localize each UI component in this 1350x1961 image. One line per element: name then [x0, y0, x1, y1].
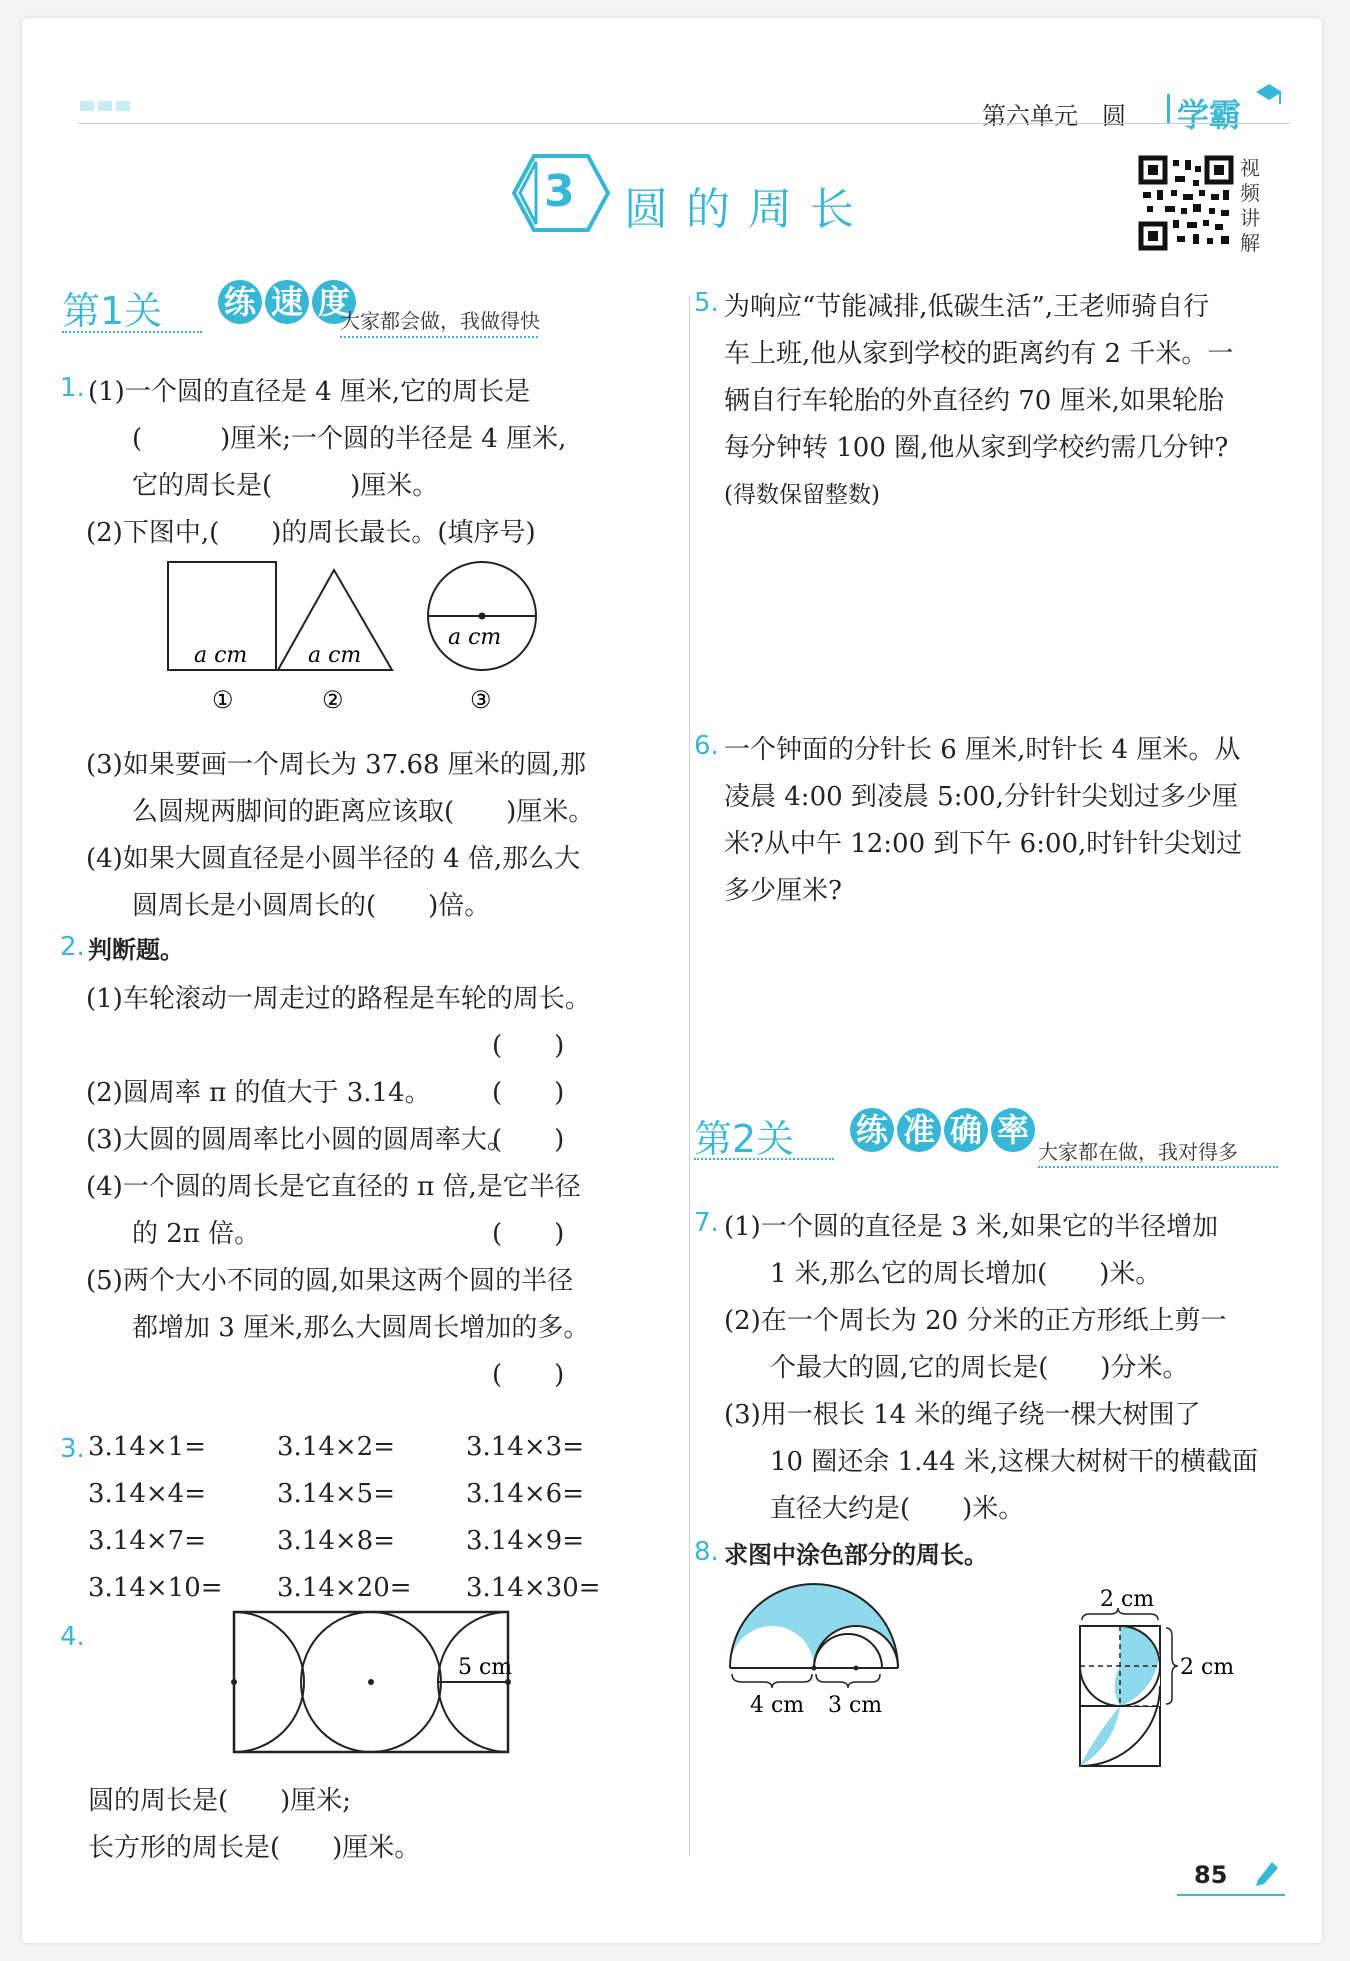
q4-answer2: 长方形的周长是( )厘米。 — [88, 1833, 421, 1863]
q1-part3-line2: 么圆规两脚间的距离应该取( )厘米。 — [132, 797, 595, 827]
fig-label: a cm — [448, 625, 502, 650]
q3-cell: 3.14×1= — [88, 1432, 207, 1462]
graduation-cap-icon — [1254, 80, 1284, 110]
fig-label: 4 cm — [750, 1693, 805, 1718]
question-number: 1. — [60, 373, 85, 403]
q8-square-arc-figure — [1066, 1587, 1235, 1778]
q1-part4-line2: 圆周长是小圆周长的( )倍。 — [132, 891, 491, 921]
badge-char: 准 — [897, 1108, 941, 1152]
lesson-number: 3 — [544, 166, 575, 217]
q2-item3: (3)大圆的圆周率比小圆的圆周率大。 — [86, 1125, 513, 1155]
q7-part3-line2: 10 圈还余 1.44 米,这棵大树树干的横截面 — [770, 1447, 1259, 1477]
q5-line3: 辆自行车轮胎的外直径约 70 厘米,如果轮胎 — [724, 386, 1224, 416]
workbook-page — [22, 18, 1322, 1943]
fig-number: ② — [322, 686, 344, 714]
q6-line1: 一个钟面的分针长 6 厘米,时针长 4 厘米。从 — [724, 735, 1241, 765]
section2-dotline — [694, 1158, 834, 1160]
question-number: 4. — [60, 1622, 85, 1652]
section2-header — [694, 1108, 794, 1163]
answer-paren[interactable]: ( ) — [492, 1360, 565, 1390]
page-number: 85 — [1194, 1861, 1228, 1889]
q2-item1: (1)车轮滚动一周走过的路程是车轮的周长。 — [86, 984, 591, 1014]
q5-line1: 为响应“节能减排,低碳生活”,王老师骑自行 — [724, 292, 1210, 322]
fig-label: a cm — [194, 643, 248, 668]
q2-item2: (2)圆周率 π 的值大于 3.14。 — [86, 1078, 431, 1108]
q4-answer1: 圆的周长是( )厘米; — [88, 1786, 352, 1816]
q3-cell: 3.14×7= — [88, 1526, 207, 1556]
brand-logo: 学霸 — [1177, 96, 1242, 134]
q1-part3-line1: (3)如果要画一个周长为 37.68 厘米的圆,那 — [86, 750, 587, 780]
qr-caption: 视频讲解 — [1240, 156, 1260, 255]
lesson-title: 圆的周长 — [624, 184, 872, 235]
question-number: 8. — [694, 1537, 719, 1567]
q2-title: 判断题。 — [88, 936, 184, 964]
answer-paren[interactable]: ( ) — [492, 1125, 565, 1155]
section2-dotline — [1038, 1166, 1278, 1168]
q2-item4-line1: (4)一个圆的周长是它直径的 π 倍,是它半径 — [86, 1172, 581, 1202]
pencil-icon — [1252, 1856, 1282, 1886]
q7-part3-line1: (3)用一根长 14 米的绳子绕一棵大树围了 — [724, 1400, 1201, 1430]
q1-part2: (2)下图中,( )的周长最长。(填序号) — [86, 518, 536, 548]
q6-line3: 米?从中午 12:00 到下午 6:00,时针针尖划过 — [724, 829, 1243, 859]
q2-item4-line2: 的 2π 倍。 — [132, 1219, 261, 1249]
qr-code-icon[interactable] — [1137, 154, 1235, 252]
q3-cell: 3.14×5= — [277, 1479, 396, 1509]
q8-semicircles-figure — [712, 1588, 952, 1718]
fig-number: ① — [212, 686, 234, 714]
answer-paren[interactable]: ( ) — [492, 1219, 565, 1249]
unit-label: 第六单元 圆 — [982, 102, 1126, 130]
answer-paren[interactable]: ( ) — [492, 1078, 565, 1108]
q2-item5-line1: (5)两个大小不同的圆,如果这两个圆的半径 — [86, 1266, 574, 1296]
footer-rule — [1177, 1894, 1285, 1896]
question-number: 5. — [694, 288, 719, 318]
q1-part1-line1: (1)一个圆的直径是 4 厘米,它的周长是 — [88, 377, 531, 407]
badge-char: 度 — [312, 280, 356, 324]
column-divider — [689, 296, 690, 1856]
q3-cell: 3.14×3= — [466, 1432, 585, 1462]
section1-dotline — [340, 336, 538, 338]
question-number: 2. — [60, 932, 85, 962]
q4-circles-rectangle-figure — [230, 1608, 512, 1758]
section1-badges — [218, 280, 359, 324]
badge-char: 速 — [265, 280, 309, 324]
badge-char: 练 — [850, 1108, 894, 1152]
header-rule — [78, 123, 1290, 124]
q7-part2-line2: 个最大的圆,它的周长是( )分米。 — [770, 1353, 1189, 1383]
question-number: 6. — [694, 731, 719, 761]
badge-char: 确 — [944, 1108, 988, 1152]
q5-line2: 车上班,他从家到学校的距离约有 2 千米。一 — [724, 339, 1234, 369]
badge-char: 率 — [991, 1108, 1035, 1152]
header-decoration — [80, 96, 134, 115]
q7-part2-line1: (2)在一个周长为 20 分米的正方形纸上剪一 — [724, 1306, 1227, 1336]
fig-label: a cm — [308, 643, 362, 668]
section1-title: 第1关 — [62, 289, 163, 333]
q6-line4: 多少厘米? — [724, 876, 842, 906]
q3-cell: 3.14×2= — [277, 1432, 396, 1462]
question-number: 3. — [60, 1434, 85, 1464]
q8-title: 求图中涂色部分的周长。 — [724, 1541, 988, 1569]
q7-part1-line2: 1 米,那么它的周长增加( )米。 — [770, 1259, 1162, 1289]
fig-number: ③ — [470, 686, 492, 714]
brand-divider — [1167, 94, 1170, 124]
q7-part3-line3: 直径大约是( )米。 — [770, 1494, 1025, 1524]
fig-label: 5 cm — [458, 1655, 513, 1680]
section1-header — [62, 280, 162, 335]
q1-shapes-figure — [164, 558, 564, 718]
q3-cell: 3.14×6= — [466, 1479, 585, 1509]
section1-dotline — [62, 331, 202, 333]
fig-label: 3 cm — [828, 1693, 883, 1718]
q1-part1-line3: 它的周长是( )厘米。 — [132, 471, 439, 501]
section2-title: 第2关 — [694, 1117, 795, 1161]
q3-cell: 3.14×9= — [466, 1526, 585, 1556]
q1-part4-line1: (4)如果大圆直径是小圆半径的 4 倍,那么大 — [86, 844, 581, 874]
answer-paren[interactable]: ( ) — [492, 1031, 565, 1061]
fig-label: 2 cm — [1100, 1587, 1155, 1612]
q5-line4: 每分钟转 100 圈,他从家到学校约需几分钟? — [724, 433, 1229, 463]
section2-tagline: 大家都在做，我对得多 — [1038, 1140, 1238, 1164]
q2-item5-line2: 都增加 3 厘米,那么大圆周长增加的多。 — [132, 1313, 590, 1343]
q5-line5: (得数保留整数) — [724, 482, 880, 508]
question-number: 7. — [694, 1208, 719, 1238]
q6-line2: 凌晨 4:00 到凌晨 5:00,分针针尖划过多少厘 — [724, 782, 1238, 812]
q1-part1-line2: ( )厘米;一个圆的半径是 4 厘米, — [132, 424, 567, 454]
q3-cell: 3.14×20= — [277, 1573, 412, 1603]
q3-cell: 3.14×4= — [88, 1479, 207, 1509]
section1-tagline: 大家都会做，我做得快 — [340, 309, 540, 333]
fig-label: 2 cm — [1180, 1655, 1235, 1680]
q3-cell: 3.14×8= — [277, 1526, 396, 1556]
q3-cell: 3.14×10= — [88, 1573, 223, 1603]
q3-cell: 3.14×30= — [466, 1573, 601, 1603]
badge-char: 练 — [218, 280, 262, 324]
section2-badges — [850, 1108, 1038, 1152]
q7-part1-line1: (1)一个圆的直径是 3 米,如果它的半径增加 — [724, 1212, 1219, 1242]
